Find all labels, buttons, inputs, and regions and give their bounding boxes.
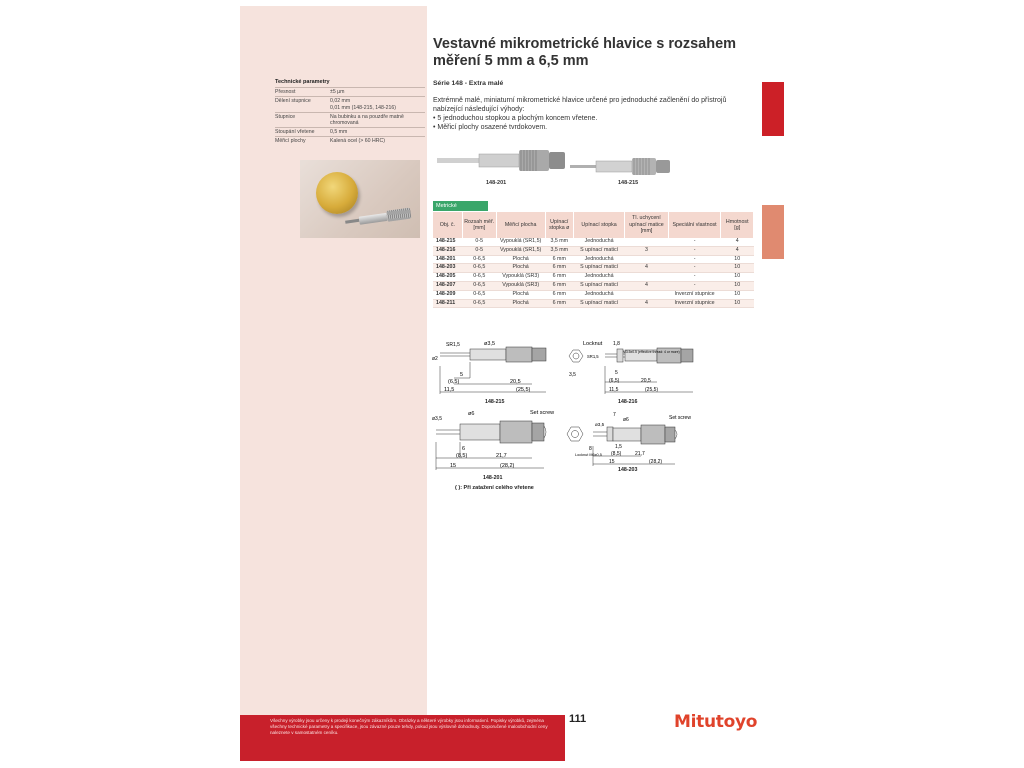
drawing-label: 148-203	[618, 467, 638, 473]
spec-row	[275, 127, 425, 136]
table-cell: 3	[625, 246, 668, 255]
dim-label: (6,5)	[609, 378, 620, 384]
table-cell	[625, 290, 668, 299]
table-cell: 3,5 mm	[545, 238, 573, 246]
col-header: Upínací stopka ø	[545, 212, 573, 238]
table-cell: Vypouklá (SR3)	[496, 281, 545, 290]
spec-row	[275, 96, 425, 105]
col-header: Obj. č.	[433, 212, 462, 238]
section-tab-salmon	[762, 205, 784, 259]
table-cell: -	[668, 238, 721, 246]
col-header: Tl. uchycení upínací matice [mm]	[625, 212, 668, 238]
setscrew-label: Set screw	[530, 410, 555, 416]
footer-note: Všechny výrobky jsou určeny k prodeji konečným zákazníkům. Obrázky a některé výrobky jsou informativní. Popisky výrobků, zejména všechny technické parametry a specifikace, jsou závazné pouze tehdy, pokud jsou výslovně dohodnuty. Doporučené maloobchodní ceny naleznete v samostatném ceníku.	[270, 718, 548, 735]
drawing-label: 148-215	[485, 399, 505, 405]
intro-text	[433, 96, 753, 132]
section-tab-red	[762, 82, 784, 136]
dim-label: (6,5)	[448, 379, 460, 385]
order-number-cell: 148-216	[433, 246, 462, 255]
col-header: Měřicí plocha	[496, 212, 545, 238]
dim-label: SR1,5	[587, 354, 599, 359]
order-number-cell: 148-201	[433, 255, 462, 264]
table-cell: 3,5 mm	[545, 246, 573, 255]
table-cell: 6 mm	[545, 281, 573, 290]
table-cell: 0-6,5	[462, 273, 496, 282]
table-cell: 10	[721, 264, 754, 273]
image-caption: 148-215	[618, 180, 639, 186]
spec-key: Stupnice	[275, 114, 296, 120]
table-cell: 6 mm	[545, 299, 573, 308]
spec-key: Dělení stupnice	[275, 98, 311, 104]
specs-title: Technické parametry	[275, 79, 330, 85]
table-row	[433, 238, 754, 246]
table-row	[433, 264, 754, 273]
dim-label: SR1,5	[446, 342, 460, 348]
micrometer-head-image	[345, 207, 414, 227]
locknut-label: Locknut M6x0,5	[575, 453, 602, 457]
drawing-148-201	[430, 406, 565, 474]
table-cell: Vypouklá (SR1,5)	[496, 238, 545, 246]
image-caption: 148-201	[486, 180, 507, 186]
table-cell: 6 mm	[545, 255, 573, 264]
coin-image	[316, 172, 358, 214]
table-cell: 10	[721, 273, 754, 282]
dim-label: (28,2)	[649, 459, 663, 465]
table-cell: 6 mm	[545, 273, 573, 282]
order-number-cell: 148-207	[433, 281, 462, 290]
spec-key	[275, 105, 330, 111]
dim-label: (8,5)	[456, 453, 468, 459]
spec-row	[275, 112, 425, 127]
table-cell: 10	[721, 290, 754, 299]
table-row	[433, 290, 754, 299]
dim-label: 3,5	[569, 372, 576, 378]
table-cell: Vypouklá (SR3)	[496, 273, 545, 282]
brand-logo: Mitutoyo	[674, 712, 758, 732]
table-cell: Inverzní stupnice	[668, 290, 721, 299]
table-cell: 4	[625, 281, 668, 290]
spec-row	[275, 136, 425, 145]
spec-value: 0,5 mm	[330, 129, 348, 135]
dim-label: ø2	[432, 356, 438, 362]
drawing-label: 148-201	[483, 475, 503, 481]
drawing-148-203	[563, 410, 693, 468]
table-cell: 10	[721, 299, 754, 308]
metric-tag: Metrické	[433, 201, 488, 211]
drawing-148-216	[565, 336, 695, 400]
table-cell: 4	[721, 246, 754, 255]
feature-list	[433, 114, 753, 132]
dim-label: 15	[609, 459, 615, 465]
table-cell: -	[668, 255, 721, 264]
table-cell	[625, 238, 668, 246]
table-cell: S upínací maticí	[573, 246, 624, 255]
intro-paragraph: Extrémně malé, miniaturní mikrometrické hlavice určené pro jednoduché začlenění do přístrojů nabízející následující výhody:	[433, 97, 727, 113]
table-row	[433, 281, 754, 290]
dim-label: ø3,5	[595, 422, 605, 427]
col-header: Speciální vlastnost	[668, 212, 721, 238]
table-header-row	[433, 212, 754, 238]
table-cell: 6 mm	[545, 290, 573, 299]
dim-label: 8	[589, 446, 592, 452]
technical-parameters	[275, 79, 425, 145]
dim-label: 11,5	[444, 387, 455, 393]
table-row	[433, 246, 754, 255]
table-cell: -	[668, 273, 721, 282]
table-cell: 0-5	[462, 238, 496, 246]
drawing-148-215	[430, 338, 560, 400]
table-cell: S upínací maticí	[573, 264, 624, 273]
dim-label: (25,5)	[516, 387, 531, 393]
page-number: 111	[569, 713, 587, 725]
micrometer-148-201-image	[437, 145, 567, 177]
table-cell: Jednoduchá	[573, 255, 624, 264]
dim-label: (25,5)	[645, 387, 659, 393]
spec-key: Stoupání vřetene	[275, 129, 315, 135]
table-cell: S upínací maticí	[573, 299, 624, 308]
spec-value: Na bubinku a na pouzdře matně chromovaná	[330, 114, 404, 126]
table-cell: 0-6,5	[462, 299, 496, 308]
table-cell: -	[668, 246, 721, 255]
table-cell: Plochá	[496, 264, 545, 273]
table-row	[433, 299, 754, 308]
feature-item: • 5 jednoduchou stopkou a plochým koncem vřetene.	[433, 114, 753, 123]
product-photo	[300, 160, 420, 238]
dim-label: 20,5	[510, 379, 521, 385]
table-cell: 0-6,5	[462, 281, 496, 290]
table-cell: 0-6,5	[462, 255, 496, 264]
dim-label: 21,7	[635, 451, 645, 457]
table-cell: Plochá	[496, 290, 545, 299]
dim-label: (8,5)	[611, 451, 622, 457]
order-number-cell: 148-205	[433, 273, 462, 282]
feature-item: • Měřicí plochy osazené tvrdokovem.	[433, 123, 753, 132]
spec-row	[275, 105, 425, 112]
table-cell: Inverzní stupnice	[668, 299, 721, 308]
table-cell	[625, 255, 668, 264]
col-header: Hmotnost [g]	[721, 212, 754, 238]
table-cell: Jednoduchá	[573, 238, 624, 246]
table-cell: S upínací maticí	[573, 281, 624, 290]
spec-key: Přesnost	[275, 89, 296, 95]
locknut-label: Locknut	[583, 341, 603, 347]
table-cell: Jednoduchá	[573, 290, 624, 299]
spec-value: Kalená ocel (> 60 HRC)	[330, 138, 385, 144]
page-title: Vestavné mikrometrické hlavice s rozsahem měření 5 mm a 6,5 mm	[433, 36, 737, 69]
dim-label: 1,5	[615, 444, 622, 450]
table-cell: 0-5	[462, 246, 496, 255]
col-header: Upínací stopka	[573, 212, 624, 238]
dim-label: 5	[460, 372, 464, 378]
dim-label: ø6	[468, 411, 475, 417]
order-number-cell: 148-215	[433, 238, 462, 246]
spec-key: Měřicí plochy	[275, 138, 306, 144]
table-cell: 4	[625, 299, 668, 308]
dim-label: ø3,5	[484, 341, 496, 347]
table-cell: 6 mm	[545, 264, 573, 273]
order-number-cell: 148-209	[433, 290, 462, 299]
table-cell: Plochá	[496, 299, 545, 308]
order-number-cell: 148-203	[433, 264, 462, 273]
dim-label: 6	[462, 446, 466, 452]
product-table	[433, 212, 754, 308]
spec-row	[275, 87, 425, 96]
table-cell: 4	[721, 238, 754, 246]
drawing-note: ( ): Při zatažení celého vřetene	[455, 485, 534, 491]
drawing-label: 148-216	[618, 399, 638, 405]
dim-label: 21,7	[496, 453, 507, 459]
dim-label: 15	[450, 463, 457, 469]
table-cell	[625, 273, 668, 282]
table-cell: 4	[625, 264, 668, 273]
table-row	[433, 273, 754, 282]
dim-label: ø3,5	[432, 416, 443, 422]
table-cell: 0-6,5	[462, 264, 496, 273]
dim-label: 20,5	[641, 378, 651, 384]
table-cell: 0-6,5	[462, 290, 496, 299]
spec-value: ±5 µm	[330, 89, 345, 95]
col-header: Rozsah měř. [mm]	[462, 212, 496, 238]
table-cell: 10	[721, 281, 754, 290]
table-cell: -	[668, 264, 721, 273]
dim-label: 11,5	[609, 387, 619, 393]
table-cell: Plochá	[496, 255, 545, 264]
dim-label: 1,8	[613, 341, 620, 347]
dim-label: 7	[613, 412, 616, 418]
spec-value: 0,02 mm	[330, 98, 351, 104]
table-cell: Vypouklá (SR1,5)	[496, 246, 545, 255]
order-number-cell: 148-211	[433, 299, 462, 308]
table-cell: Jednoduchá	[573, 273, 624, 282]
dim-label: (28,2)	[500, 463, 515, 469]
table-cell: -	[668, 281, 721, 290]
dim-label: M3.5x0.5 (effective thread: 4 or more)	[623, 350, 680, 354]
dim-label: 5	[615, 370, 618, 376]
dim-label: ø6	[623, 417, 629, 423]
table-cell: 10	[721, 255, 754, 264]
table-row	[433, 255, 754, 264]
spec-value: 0,01 mm (148-215, 148-216)	[330, 105, 397, 111]
series-label: Série 148 - Extra malé	[433, 80, 504, 87]
setscrew-label: Set screw	[669, 415, 691, 421]
